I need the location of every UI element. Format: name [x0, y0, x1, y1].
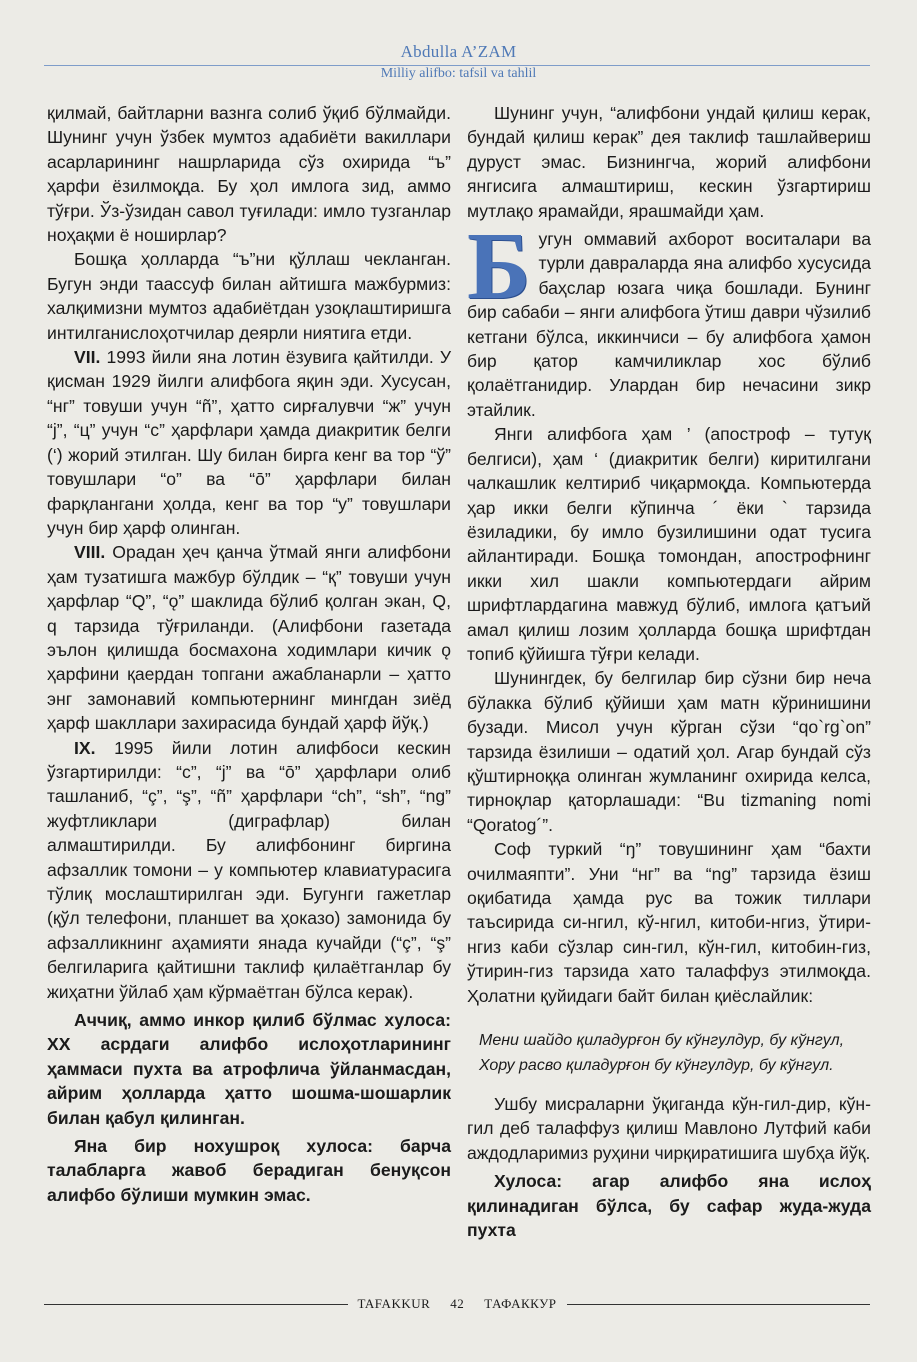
paragraph: қилмай, байтларни вазнга солиб ўқиб бўлмайди. Шунинг учун ўзбек мумтоз адабиёти вакиллари асарларининг нашрларида сўз охирида “ъ” ҳарфи ёзилмоқда. Бу ҳол имлога зид, аммо тўғри. Ўз-ўзидан савол туғилади: имло тузганлар ноҳақми ё ноширлар?: [47, 103, 451, 246]
right-column: [467, 101, 871, 1242]
paragraph: Янги алифбога ҳам ’ (апостроф – тутуқ белгиси), ҳам ‘ (диакритик белги) киритилгани чалкашлик келтириб чиқармоқда. Компьютерда ҳар икки белги кўпинча ´ ёки ` тарзида ёзиладики, бу имло бузилишини одат тусига айлантиради. Бошқа томондан, апострофнинг икки хил шакли компьютердаги айрим шрифтлардагина мавжуд бўлиб, имлога қатъий амал қилиш лозим ҳолларда бошқа шрифтдан топиб қўйишга тўғри келади.: [467, 424, 871, 664]
paragraph: Шунинг учун, “алифбони ундай қилиш керак, бундай қилиш керак” дея таклиф ташлайвериш дуруст эмас. Бизнингча, жорий алифбони янгисига алмаштириш, кескин ўзгартириш мутлақо ярамайди, ярашмайди ҳам.: [467, 103, 871, 221]
section-number: IX.: [74, 737, 96, 758]
paragraph-text: 1995 йили лотин алифбоси кескин ўзгартирилди: “c”, “j” ва “ō” ҳарфлари олиб ташланиб, “ç”, “ş”, “ñ” ҳарфлари “ch”, “sh”, “ng” жуфтликлари (диграфлар) билан алмаштирилди. Бу алифбонинг биргина афзаллик томони – у компьютер клавиатурасига тўлиқ мослаштирилган эди. Бугунги гажетлар (қўл телефони, планшет ва ҳоказо) замонида бу афзалликнинг аҳамияти янада кучайди (“ç”, “ş” белгиларига қайтишни таклиф қилаётганлар бу жиҳатни ўйлаб ҳам кўрмаётган бўлса керак).: [47, 737, 452, 1002]
paragraph: [47, 345, 451, 540]
footer-rule-left: [44, 1304, 348, 1305]
section-number: VIII.: [74, 542, 106, 563]
paragraph: Соф туркий “ŋ” товушининг ҳам “бахти очилмаяпти”. Уни “нг” ва “ng” тарзида ёзиш оқибатида ҳамда рус ва тожик тиллари таъсирида си-нгил, кў-нгил, китоби-нгиз, ўтири-нгиз каби сўзлар син-гил, кўн-гил, китобин-гиз, ўтирин-гиз тарзида хато талаффуз этилмоқда. Ҳолатни қуйидаги байт билан қиёслайлик:: [467, 839, 871, 1006]
verse-line: Мени шайдо қиладурғон бу кўнгулдур, бу кўнгул,: [479, 1032, 845, 1050]
page-footer: [44, 1296, 870, 1312]
paragraph-text: Орадан ҳеч қанча ўтмай янги алифбони ҳам тузатишга мажбур бўлдик – “қ” товуши учун ҳарфлар “Q”, “ǫ” шаклида бўлиб қолган экан, Q, q тарзида тўғриланди. (Алифбони газетада эълон қилишда босмахона ходимлари кичик ǫ ҳарфини қаердан топгани ажабланарли – ҳатто энг замонавий компьютернинг мингдан зиёд ҳарф шакллари захирасида бундай ҳарф йўқ.): [47, 542, 452, 734]
page-number: 42: [450, 1296, 465, 1311]
verse-line: Хору расво қиладурғон бу кўнгулдур, бу кўнгул.: [479, 1057, 834, 1075]
conclusion-paragraph: Хулоса: агар алифбо яна ислоҳ қилинадиган бўлса, бу сафар жуда-жуда пухта: [467, 1171, 871, 1241]
paragraph: [47, 736, 451, 1004]
footer-rule-right: [567, 1304, 871, 1305]
footer-journal-cyrillic: ТАФАККУР: [484, 1296, 557, 1311]
verse-quote: [479, 1028, 871, 1078]
paragraph-text: 1993 йили яна лотин ёзувига қайтилди. У қисман 1929 йилги алифбога яқин эди. Хусусан, “нг” товуши учун “ñ”, ҳатто сирғалувчи “ж” учун “j”, “ц” учун “c” ҳарфлари ҳамда диакритик белги (‘) жорий этилган. Шу билан бирга кенг ва тор “ў” товушлари “o” ва “ō” ҳарфлари билан фарқлангани ҳолда, кенг ва тор “у” товушлари учун бир ҳарф олинган.: [47, 347, 451, 538]
footer-journal-latin: TAFAKKUR: [357, 1296, 431, 1311]
section-number: VII.: [74, 347, 101, 368]
paragraph: Ушбу мисраларни ўқиганда кўн-гил-дир, кўн-гил деб талаффуз қилиш Мавлоно Лутфий каби аждодларимиз руҳини чирқиратишига шубҳа йўқ.: [467, 1094, 871, 1163]
drop-cap: Б: [467, 212, 531, 320]
paragraph: [467, 212, 871, 422]
paragraph: [47, 540, 451, 735]
header-subtitle: Milliy alifbo: tafsil va tahlil: [380, 66, 537, 81]
conclusion-paragraph: Аччиқ, аммо инкор қилиб бўлмас хулоса: ХХ асрдаги алифбо ислоҳотларининг ҳаммаси пухта ва атрофлича ўйланмасдан, айрим ҳолларда ҳатто шошма-шошарлик билан қабул қилинган.: [47, 1010, 451, 1128]
conclusion-paragraph: Яна бир нохушроқ хулоса: барча талабларга жавоб берадиган бенуқсон алифбо бўлиши мумкин эмас.: [47, 1136, 451, 1205]
paragraph: Шунингдек, бу белгилар бир сўзни бир неча бўлакка бўлиб қўйиши ҳам матн кўринишини бузади. Мисол учун кўрган сўзи “qo`rg`on” тарзида ёзилиши – одатий ҳол. Агар бундай сўз қўштирноққа олинган жумланинг охирида келса, тирноқлар қаторлашади: “Bu tizmaning nomi “Qoratog´”.: [467, 668, 871, 835]
paragraph: Бошқа ҳолларда “ъ”ни қўллаш чекланган. Бугун энди таассуф билан айтишга мажбурмиз: халқимизни мумтоз адабиётдан узоқлаштиришга интилганислоҳотчилар деярли ниятига етди.: [47, 249, 451, 343]
paragraph-text: угун оммавий ахборот воситалари ва турли давраларда яна алифбо хусусида баҳслар юзага чиқа бошлади. Бунинг бир сабаби – янги алифбога ўтиш даври чўзилиб кетгани бўлса, иккинчиси – бу алифбога ҳамон бир қатор камчиликлар хос бўлиб қолаётганидир. Улардан бир нечасини зикр этайлик.: [467, 229, 871, 420]
left-column: [47, 101, 451, 1207]
header-author: Abdulla A’ZAM: [400, 42, 517, 61]
